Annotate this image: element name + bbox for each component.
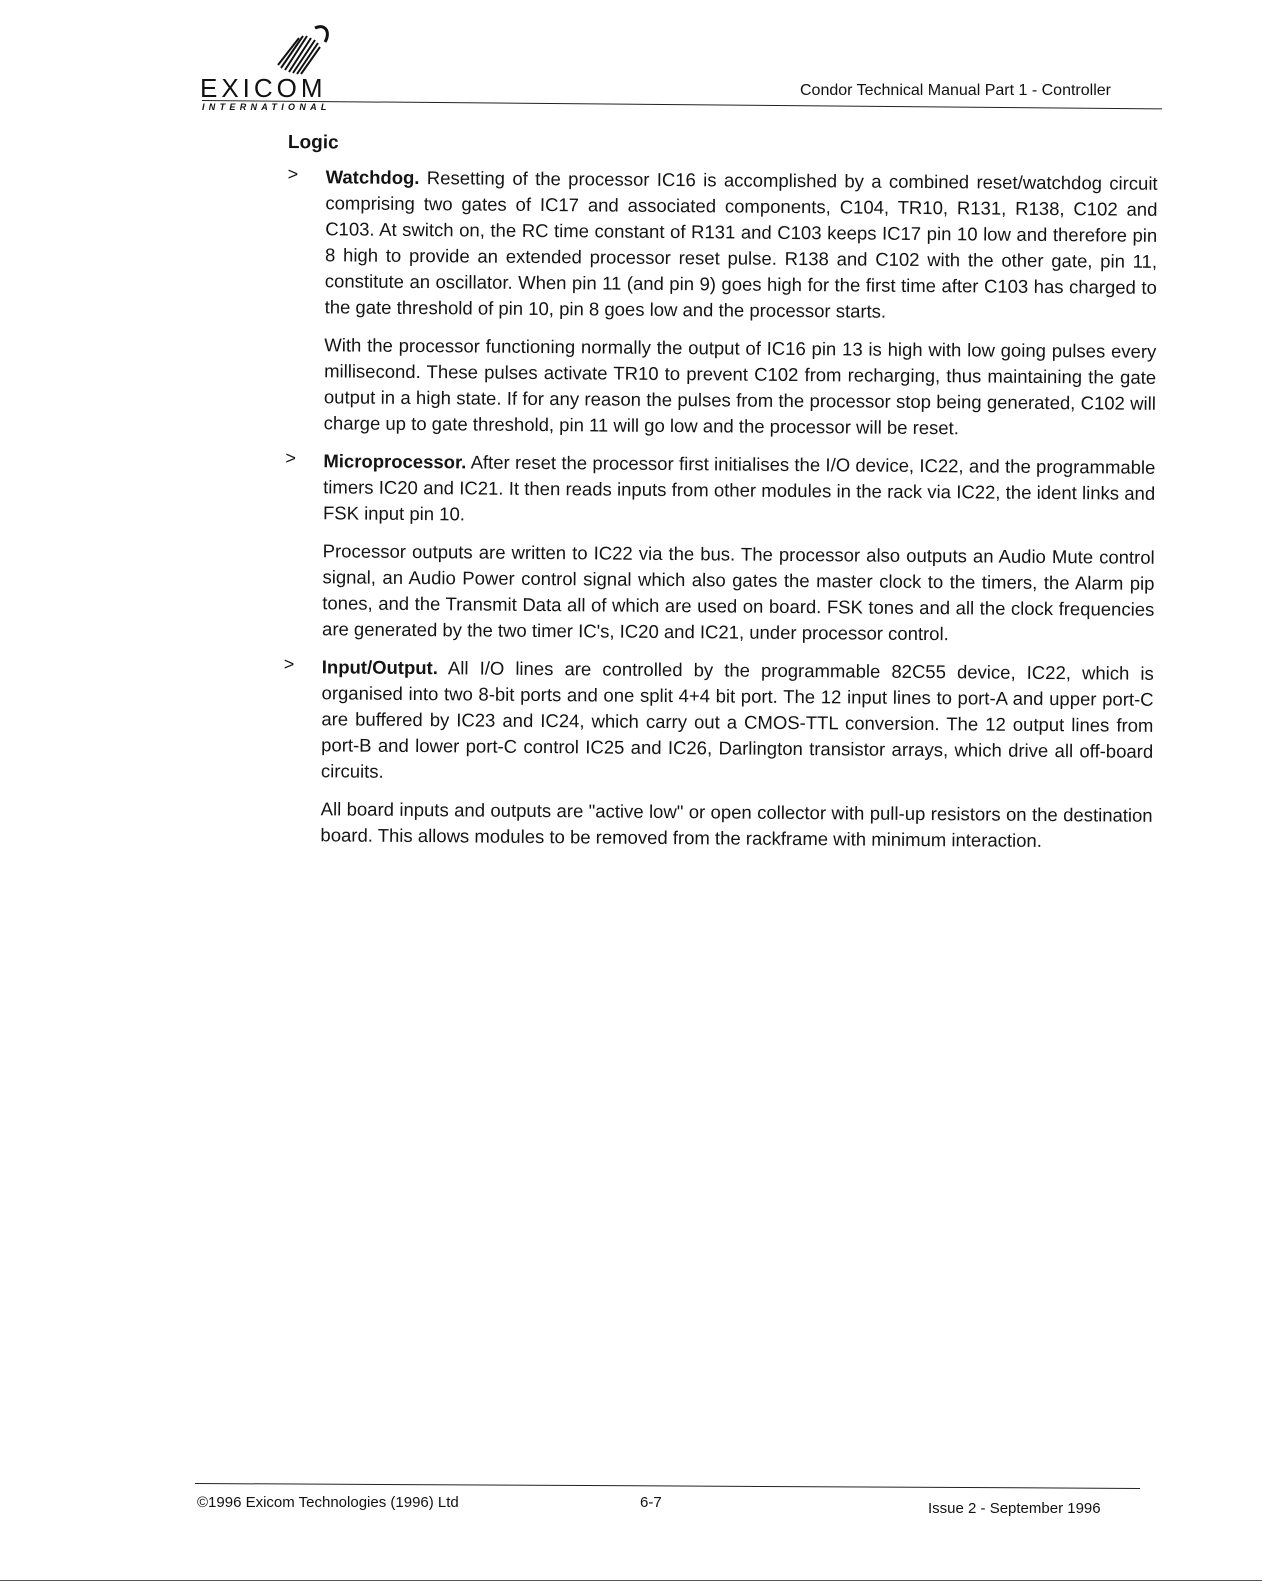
paragraph-text: Resetting of the processor IC16 is accomplished by a combined reset/watchdog circuit comprising two gates of IC17 and associated components, C104, TR10, R131, R138, C102 and C103. At switch on, the RC time constant of R131 and C103 keeps IC17 pin 10 low and therefore pin 8 high to provide an extended processor reset pulse. R138 and C102 with the other gate, pin 11, constitute an oscillator. When pin 11 (and pin 9) goes high for the first time after C103 has charged to the gate threshold of pin 10, pin 8 goes low and the processor starts. [324, 167, 1158, 322]
paragraph [325, 164, 1158, 327]
section-heading: Logic [287, 132, 339, 154]
paragraph: All board inputs and outputs are "active low" or open collector with pull-up resistors on the destination board. This allows modules to be removed from the rackframe with minimum interaction. [320, 798, 1153, 851]
paragraph [321, 654, 1154, 791]
item-lead: Watchdog. [325, 166, 420, 189]
list-item-input-output [282, 654, 1153, 855]
footer-copyright: ©1996 Exicom Technologies (1996) Ltd [197, 1494, 459, 1511]
footer-divider [195, 1483, 1140, 1489]
paragraph: Processor outputs are written to IC22 via the bus. The processor also outputs an Audio Mute control signal, an Audio Power control signal which also gates the master clock to the timers, the Alarm pip tones, and the Transmit Data all of which are used on board. FSK tones and all the clock frequencies are generated by the two timer IC's, IC20 and IC21, under processor control. [322, 540, 1155, 645]
paragraph: With the processor functioning normally the output of IC16 pin 13 is high with low going pulses every millisecond. These pulses activate TR10 to prevent C102 from recharging, thus maintaining the gate output in a high state. If for any reason the pulses from the processor stop being generated, C102 will charge up to gate threshold, pin 11 will go low and the processor will be reset. [323, 334, 1157, 439]
logo-subtitle: INTERNATIONAL [202, 102, 331, 112]
paragraph-text: All I/O lines are controlled by the programmable 82C55 device, IC22, which is organised into two 8-bit ports and one split 4+4 bit port. The 12 input lines to port-A and upper port-C are buffered by IC23 and IC24, which carry out a CMOS-TTL conversion. The 12 output lines from port-B and lower port-C control IC25 and IC26, Darlington transistor arrays, which drive all off-board circuits. [320, 657, 1154, 782]
bullet-marker: > [287, 163, 299, 185]
bullet-marker: > [285, 447, 297, 469]
list-item-microprocessor [284, 448, 1155, 649]
paragraph [323, 448, 1156, 533]
document-title: Condor Technical Manual Part 1 - Controller [800, 82, 1111, 99]
comet-logo-icon [245, 18, 335, 78]
paragraph-text: After reset the processor first initialises the I/O device, IC22, and the programmable timers IC20 and IC21. It then reads inputs from other modules in the rack via IC22, the ident links and FSK input pin 10. [322, 451, 1156, 525]
item-lead: Microprocessor. [323, 450, 467, 473]
footer-issue: Issue 2 - September 1996 [928, 1500, 1101, 1517]
list-item-watchdog [286, 164, 1158, 443]
page-content [282, 132, 1158, 867]
item-lead: Input/Output. [321, 656, 438, 679]
scan-edge-line [0, 1580, 1262, 1581]
exicom-logo [200, 18, 400, 112]
bullet-marker: > [283, 653, 295, 675]
footer-page-number: 6-7 [640, 1494, 662, 1511]
header-divider [202, 100, 1162, 109]
logo-name: EXICOM [200, 73, 327, 103]
